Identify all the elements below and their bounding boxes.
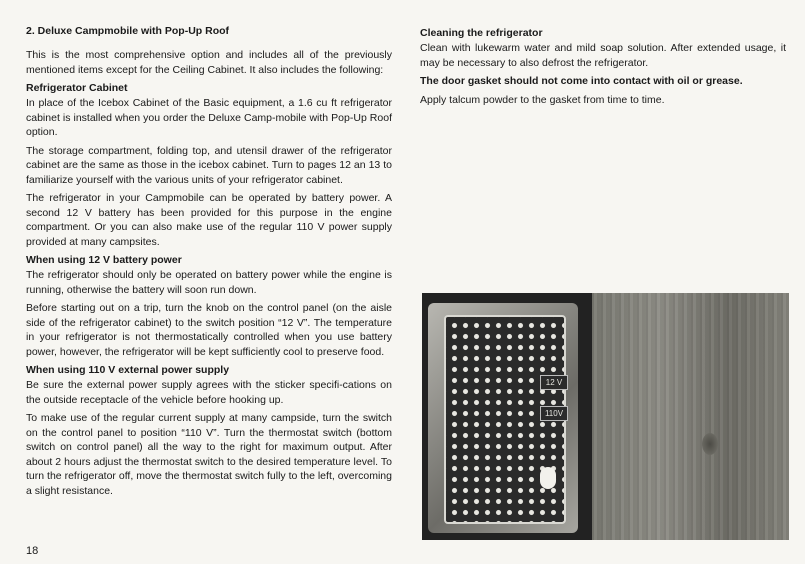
cleaning-paragraph-1: Clean with lukewarm water and mild soap solution. After extended usage, it may be necessary to also defrost the refrigerator. [420,42,786,69]
refrigerator-cabinet-paragraph-1: In place of the Icebox Cabinet of the Basic equipment, a 1.6 cu ft refrigerator cabinet is installed when you order the Deluxe Camp-mobile with Pop-Up Roof option. [26,97,392,138]
battery-power-paragraph-2: Before starting out on a trip, turn the knob on the control panel (on the aisle side of the refrigerator cabinet) to the switch position “12 V”. The temperature in your refrigerator is not thermostatically controlled when you use battery power, however, the refrigerator will be kept sufficiently cool to preserve food. [26,302,392,358]
left-column [26,24,392,502]
control-knob [540,467,556,489]
wood-knot [702,433,718,455]
right-column [420,24,786,111]
cleaning-heading: Cleaning the refrigerator [420,27,543,39]
refrigerator-cabinet-paragraph-3: The refrigerator in your Campmobile can be operated by battery power. A second 12 V battery has been provided for this purpose in the engine compartment. Or you can also make use of the regular 110 V power supply provided at many campsites. [26,192,392,248]
wood-panel [592,293,789,540]
intro-paragraph: This is the most comprehensive option and includes all of the previously mentioned items except for the Ceiling Cabinet. It also includes the following: [26,49,392,76]
battery-power-paragraph-1: The refrigerator should only be operated on battery power while the engine is running, otherwise the battery will soon run down. [26,269,392,296]
section-title: 2. Deluxe Campmobile with Pop-Up Roof [26,25,230,37]
external-power-heading: When using 110 V external power supply [26,364,230,376]
cleaning-warning: The door gasket should not come into contact with oil or grease. [420,75,743,87]
refrigerator-cabinet-heading: Refrigerator Cabinet [26,82,128,94]
battery-power-heading: When using 12 V battery power [26,254,182,266]
external-power-paragraph-1: Be sure the external power supply agrees with the sticker specifi-cations on the outside receptacle of the vehicle before hooking up. [26,379,392,406]
sticker-110v: 110V [540,406,568,421]
external-power-paragraph-2: To make use of the regular current supply at many campside, turn the switch on the control panel to position “110 V”. Turn the thermostat switch (bottom switch on control panel) all the way to the right for maximum output. After about 2 hours adjust the thermostat switch to the desired temperature level. To turn the refrigerator off, move the thermostat switch fully to the left, overcoming a slight resistance. [26,412,392,497]
page-number: 18 [26,545,39,557]
sticker-12v: 12 V [540,375,568,390]
refrigerator-cabinet-paragraph-2: The storage compartment, folding top, and utensil drawer of the refrigerator cabinet are the same as those in the icebox cabinet. Turn to pages 12 an 13 to familiarize yourself with the various units of your refrigerator cabinet. [26,144,392,186]
refrigerator-photo [422,293,789,540]
cleaning-paragraph-3: Apply talcum powder to the gasket from time to time. [420,93,665,106]
